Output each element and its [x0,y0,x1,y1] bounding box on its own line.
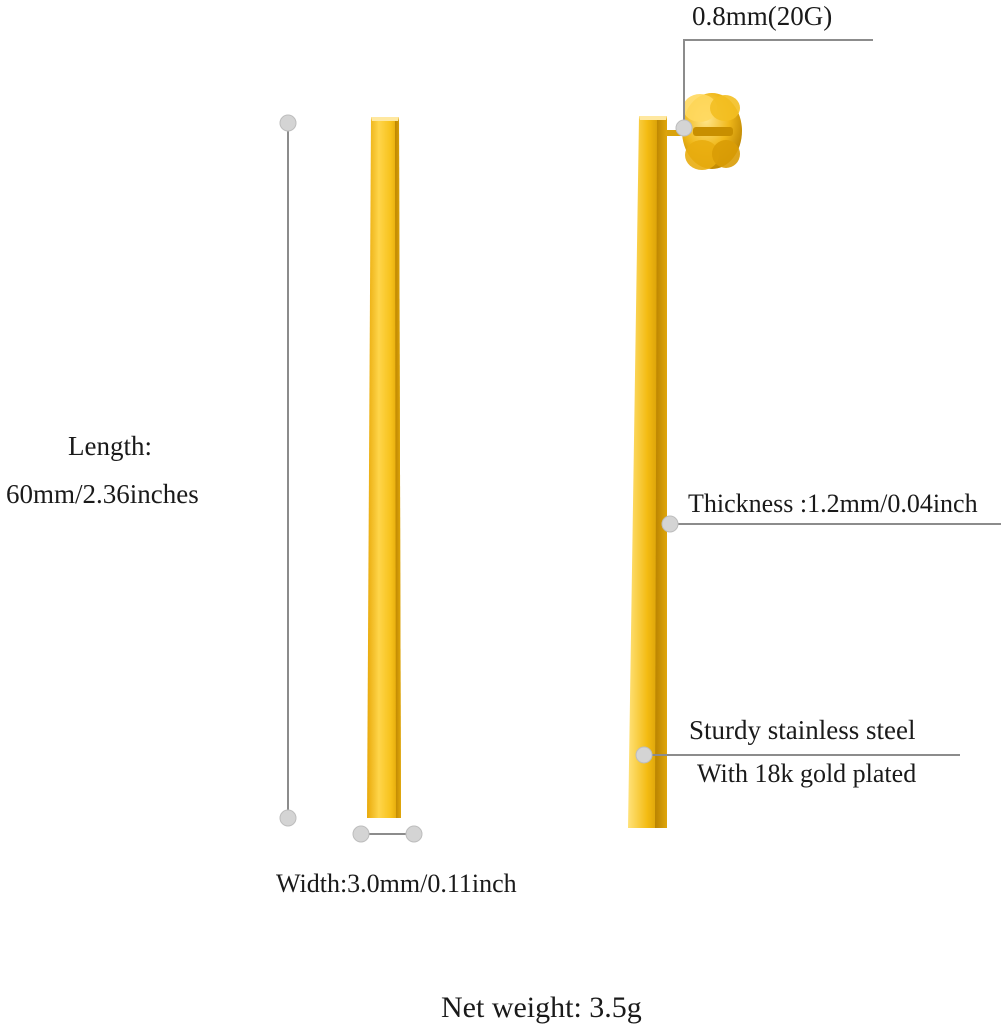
length-label: Length: [68,431,152,461]
length-guide [280,115,296,826]
gauge-marker [676,120,692,136]
gauge-label: 0.8mm(20G) [692,1,833,31]
material-label: Sturdy stainless steel [689,715,916,745]
width-label: Width:3.0mm/0.11inch [276,869,517,898]
width-right-marker [406,826,422,842]
length-bottom-marker [280,810,296,826]
width-left-marker [353,826,369,842]
front-bar-earring [367,117,401,818]
length-top-marker [280,115,296,131]
net-weight-label: Net weight: 3.5g [441,991,642,1024]
width-guide [353,826,422,842]
thickness-label: Thickness :1.2mm/0.04inch [688,489,978,518]
length-value: 60mm/2.36inches [6,479,199,509]
thickness-marker [662,516,678,532]
plating-label: With 18k gold plated [697,759,917,788]
material-marker [636,747,652,763]
